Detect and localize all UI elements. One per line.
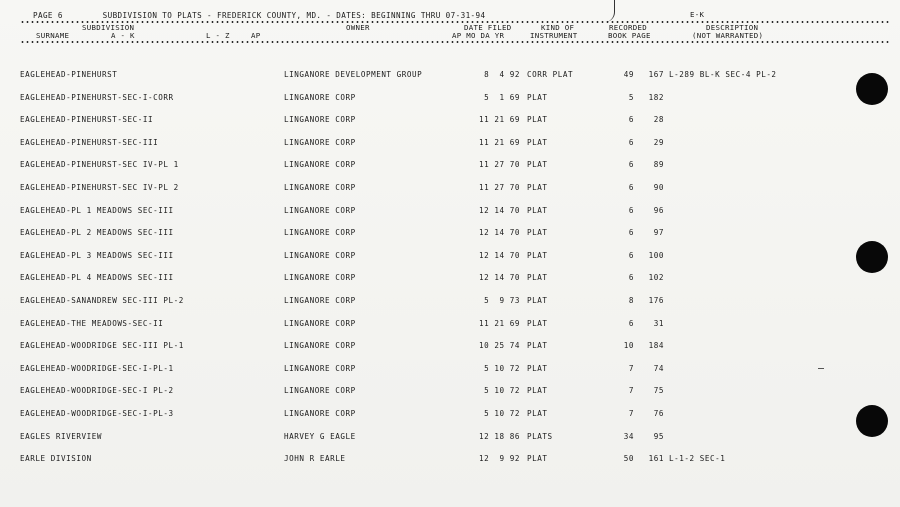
cell-kind: PLAT — [527, 183, 548, 192]
cell-page: 176 — [648, 296, 664, 305]
cell-page: 28 — [653, 115, 664, 125]
table-row — [0, 93, 900, 111]
cell-date-filed: 5 9 73 — [484, 296, 520, 305]
cell-subdivision: EAGLEHEAD-PL 3 MEADOWS SEC-III — [20, 250, 174, 260]
cell-kind: PLAT — [527, 160, 548, 170]
table-row — [0, 319, 900, 337]
star-rule-top — [20, 21, 890, 23]
stray-mark — [818, 368, 824, 369]
cell-book: 6 — [628, 160, 634, 170]
cell-page: 100 — [648, 250, 664, 260]
cell-subdivision: EAGLEHEAD-WOODRIDGE SEC-III PL-1 — [20, 341, 184, 351]
cell-date-filed: 5 1 69 — [484, 92, 520, 102]
cell-page: 90 — [653, 183, 664, 192]
cell-page: 31 — [653, 318, 664, 328]
table-row — [0, 138, 900, 156]
cell-owner: LINGANORE CORP — [284, 115, 356, 125]
table-row — [0, 206, 900, 224]
cell-date-filed: 12 9 92 — [479, 454, 520, 464]
col-not-warranted: (NOT WARRANTED) — [692, 31, 764, 40]
cell-date-filed: 5 10 72 — [484, 386, 520, 396]
cell-owner: LINGANORE CORP — [284, 92, 356, 102]
report-title: SUBDIVISION TO PLATS - FREDERICK COUNTY, MD. - DATES: BEGINNING THRU 07-31-94 — [102, 11, 486, 20]
cell-owner: LINGANORE CORP — [284, 273, 356, 283]
cell-owner: LINGANORE CORP — [284, 137, 356, 147]
cell-book: 6 — [628, 273, 634, 283]
col-owner: OWNER — [346, 23, 370, 32]
cell-page: 102 — [648, 273, 664, 283]
cell-page: 161 — [648, 454, 664, 464]
col-a-k: A - K — [111, 31, 135, 40]
cell-subdivision: EAGLEHEAD-PINEHURST-SEC-II — [20, 115, 154, 125]
col-date-filed: DATE FILED — [464, 23, 512, 32]
cell-owner: LINGANORE CORP — [284, 363, 356, 373]
cell-page: 74 — [653, 363, 664, 373]
star-rule-bottom — [20, 41, 890, 43]
cell-page: 95 — [653, 431, 664, 441]
table-row — [0, 115, 900, 133]
cell-date-filed: 12 18 86 — [479, 431, 520, 441]
cell-owner: LINGANORE CORP — [284, 409, 356, 418]
cell-page: 89 — [653, 160, 664, 170]
cell-date-filed: 11 27 70 — [479, 183, 520, 192]
cell-owner: LINGANORE CORP — [284, 183, 356, 192]
table-row — [0, 183, 900, 201]
cell-book: 6 — [628, 228, 634, 238]
cell-kind: PLAT — [527, 115, 548, 125]
cell-book: 6 — [628, 183, 634, 192]
cell-subdivision: EAGLEHEAD-WOODRIDGE-SEC-I-PL-3 — [20, 409, 174, 418]
cell-owner: LINGANORE CORP — [284, 296, 356, 305]
cell-kind: PLAT — [527, 250, 548, 260]
cell-subdivision: EAGLEHEAD-PINEHURST-SEC-I-CORR — [20, 92, 174, 102]
cell-subdivision: EAGLEHEAD-PL 4 MEADOWS SEC-III — [20, 273, 174, 283]
cell-owner: LINGANORE DEVELOPMENT GROUP — [284, 70, 423, 79]
binder-hole — [856, 405, 888, 437]
cell-date-filed: 5 10 72 — [484, 409, 520, 418]
binder-hole — [856, 73, 888, 105]
cell-book: 6 — [628, 205, 634, 215]
cell-page: 29 — [653, 137, 664, 147]
cell-page: 75 — [653, 386, 664, 396]
cell-subdivision: EAGLEHEAD-PINEHURST-SEC IV-PL 2 — [20, 183, 179, 192]
cell-page: 76 — [653, 409, 664, 418]
table-row — [0, 341, 900, 359]
cell-date-filed: 10 25 74 — [479, 341, 520, 351]
cell-subdivision: EAGLEHEAD-PL 1 MEADOWS SEC-III — [20, 205, 174, 215]
cell-kind: PLAT — [527, 409, 548, 418]
table-row — [0, 364, 900, 382]
binder-hole — [856, 241, 888, 273]
cell-page: 182 — [648, 92, 664, 102]
cell-date-filed: 11 21 69 — [479, 318, 520, 328]
cell-book: 7 — [628, 386, 634, 396]
cell-book: 6 — [628, 137, 634, 147]
cell-page: 184 — [648, 341, 664, 351]
col-instrument: INSTRUMENT — [530, 31, 578, 40]
table-row — [0, 273, 900, 291]
table-row — [0, 386, 900, 404]
cell-date-filed: 11 21 69 — [479, 115, 520, 125]
cell-owner: LINGANORE CORP — [284, 160, 356, 170]
cell-book: 6 — [628, 318, 634, 328]
cell-date-filed: 5 10 72 — [484, 363, 520, 373]
cell-page: 97 — [653, 228, 664, 238]
cell-owner: LINGANORE CORP — [284, 341, 356, 351]
cell-kind: PLAT — [527, 341, 548, 351]
cell-book: 8 — [628, 296, 634, 305]
cell-kind: PLATS — [527, 431, 553, 441]
cell-subdivision: EAGLEHEAD-PINEHURST-SEC IV-PL 1 — [20, 160, 179, 170]
cell-subdivision: EAGLEHEAD-PINEHURST — [20, 70, 118, 79]
cell-description: L-1-2 SEC-1 — [669, 454, 726, 464]
cell-book: 10 — [623, 341, 634, 351]
cell-kind: PLAT — [527, 318, 548, 328]
cell-kind: PLAT — [527, 205, 548, 215]
cell-subdivision: EAGLEHEAD-PINEHURST-SEC-III — [20, 137, 159, 147]
col-kind: KIND OF — [541, 23, 575, 32]
cell-book: 6 — [628, 115, 634, 125]
table-row — [0, 228, 900, 246]
cell-owner: LINGANORE CORP — [284, 386, 356, 396]
cell-date-filed: 8 4 92 — [484, 70, 520, 79]
cell-kind: PLAT — [527, 386, 548, 396]
table-row — [0, 70, 900, 88]
table-row — [0, 251, 900, 269]
cell-subdivision: EAGLEHEAD-WOODRIDGE-SEC-I-PL-1 — [20, 363, 174, 373]
cell-kind: PLAT — [527, 363, 548, 373]
cell-book: 7 — [628, 363, 634, 373]
cell-owner: HARVEY G EAGLE — [284, 431, 356, 441]
col-subdivision: SUBDIVISION — [82, 23, 135, 32]
cell-owner: LINGANORE CORP — [284, 228, 356, 238]
cell-subdivision: EAGLEHEAD-PL 2 MEADOWS SEC-III — [20, 228, 174, 238]
col-description: DESCRIPTION — [706, 23, 759, 32]
cell-subdivision: EAGLES RIVERVIEW — [20, 431, 102, 441]
table-row — [0, 160, 900, 178]
table-row — [0, 296, 900, 314]
cell-subdivision: EAGLEHEAD-THE MEADOWS-SEC-II — [20, 318, 164, 328]
col-ap: AP — [251, 31, 261, 40]
cell-kind: PLAT — [527, 273, 548, 283]
cell-page: 96 — [653, 205, 664, 215]
cell-page: 167 — [648, 70, 664, 79]
col-recorded: RECORDED — [609, 23, 647, 32]
cell-date-filed: 12 14 70 — [479, 228, 520, 238]
cell-kind: CORR PLAT — [527, 70, 574, 79]
page-number: PAGE 6 — [33, 11, 63, 20]
cell-date-filed: 12 14 70 — [479, 205, 520, 215]
cell-owner: JOHN R EARLE — [284, 454, 346, 464]
cell-book: 6 — [628, 250, 634, 260]
cell-book: 49 — [623, 70, 634, 79]
col-l-z: L - Z — [206, 31, 230, 40]
cell-kind: PLAT — [527, 454, 548, 464]
cell-kind: PLAT — [527, 296, 548, 305]
table-row — [0, 409, 900, 427]
letter-range: E-K — [690, 10, 705, 19]
cell-date-filed: 11 27 70 — [479, 160, 520, 170]
cell-owner: LINGANORE CORP — [284, 250, 356, 260]
cell-subdivision: EARLE DIVISION — [20, 454, 92, 464]
cell-description: L-289 BL-K SEC-4 PL-2 — [669, 70, 777, 79]
cell-date-filed: 12 14 70 — [479, 250, 520, 260]
cell-date-filed: 12 14 70 — [479, 273, 520, 283]
report-header — [33, 11, 485, 20]
cell-kind: PLAT — [527, 92, 548, 102]
cell-date-filed: 11 21 69 — [479, 137, 520, 147]
cell-kind: PLAT — [527, 137, 548, 147]
col-date-sub: AP MO DA YR — [452, 31, 505, 40]
paper-tear — [594, 0, 615, 22]
col-book-page: BOOK PAGE — [608, 31, 651, 40]
cell-owner: LINGANORE CORP — [284, 205, 356, 215]
table-row — [0, 432, 900, 450]
cell-subdivision: EAGLEHEAD-SANANDREW SEC-III PL-2 — [20, 296, 184, 305]
cell-book: 7 — [628, 409, 634, 418]
table-row — [0, 454, 900, 472]
cell-subdivision: EAGLEHEAD-WOODRIDGE-SEC-I PL-2 — [20, 386, 174, 396]
cell-book: 50 — [623, 454, 634, 464]
cell-book: 34 — [623, 431, 634, 441]
cell-book: 5 — [628, 92, 634, 102]
cell-owner: LINGANORE CORP — [284, 318, 356, 328]
col-surname: SURNAME — [36, 31, 70, 40]
cell-kind: PLAT — [527, 228, 548, 238]
